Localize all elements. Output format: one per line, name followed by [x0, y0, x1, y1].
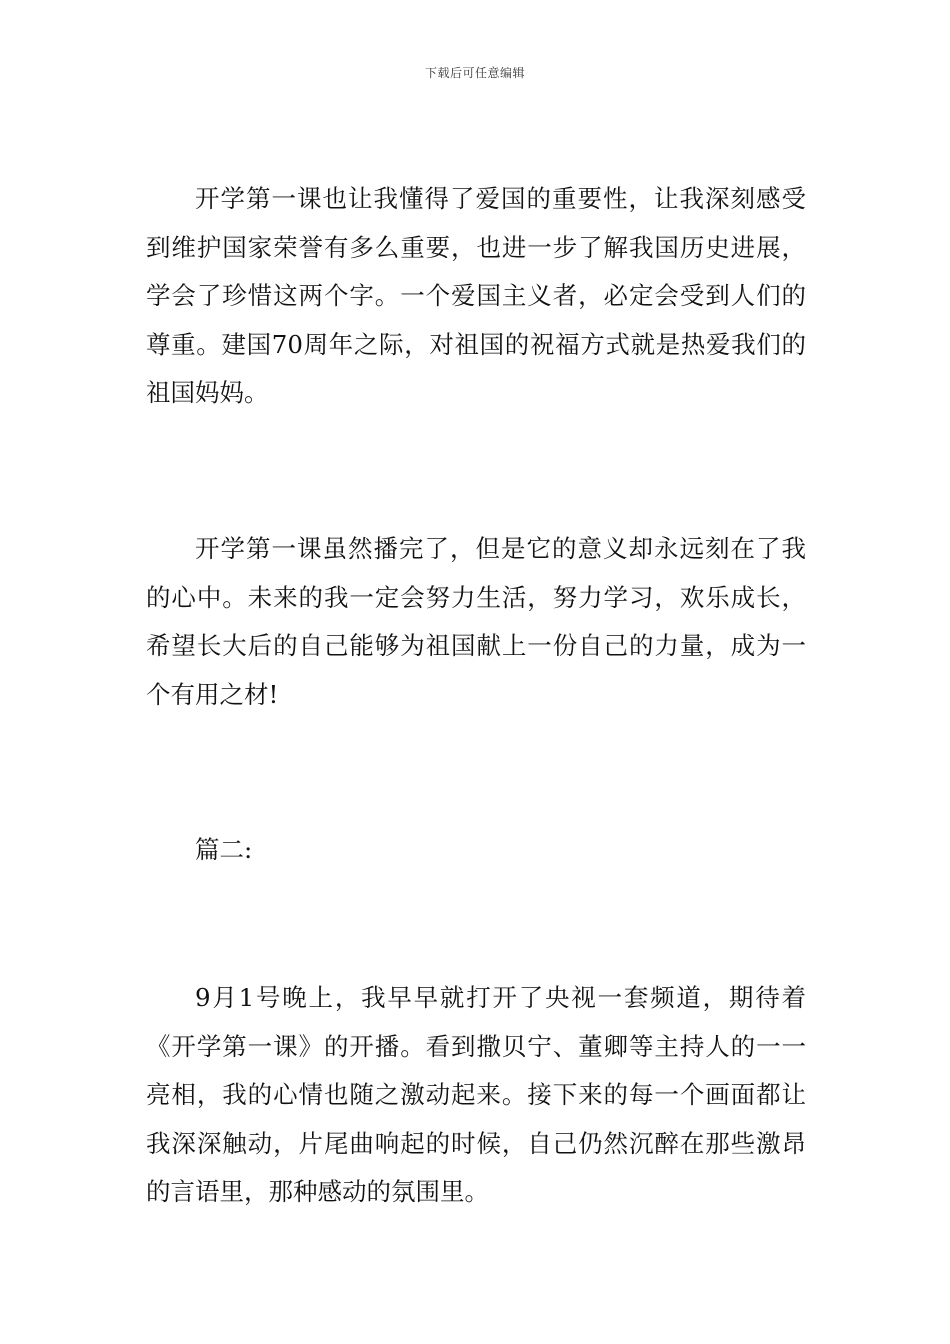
paragraph-1: 开学第一课也让我懂得了爱国的重要性，让我深刻感受到维护国家荣誉有多么重要，也进一步了解我国历史进展，学会了珍惜这两个字。一个爱国主义者，必定会受到人们的尊重。建国70周年之际，对祖国的祝福方式就是热爱我们的祖国妈妈。 [146, 184, 806, 407]
header-note: 下载后可任意编辑 [424, 66, 525, 80]
paragraph-2: 开学第一课虽然播完了，但是它的意义却永远刻在了我的心中。未来的我一定会努力生活，努力学习，欢乐成长，希望长大后的自己能够为祖国献上一份自己的力量，成为一个有用之材! [146, 534, 806, 709]
section-heading: 篇二: [195, 835, 253, 864]
paragraph-3: 9月1号晚上，我早早就打开了央视一套频道，期待着《开学第一课》的开播。看到撒贝宁、董卿等主持人的一一亮相，我的心情也随之激动起来。接下来的每一个画面都让我深深触动，片尾曲响起的时候，自己仍然沉醉在那些激昂的言语里，那种感动的氛围里。 [146, 983, 806, 1206]
